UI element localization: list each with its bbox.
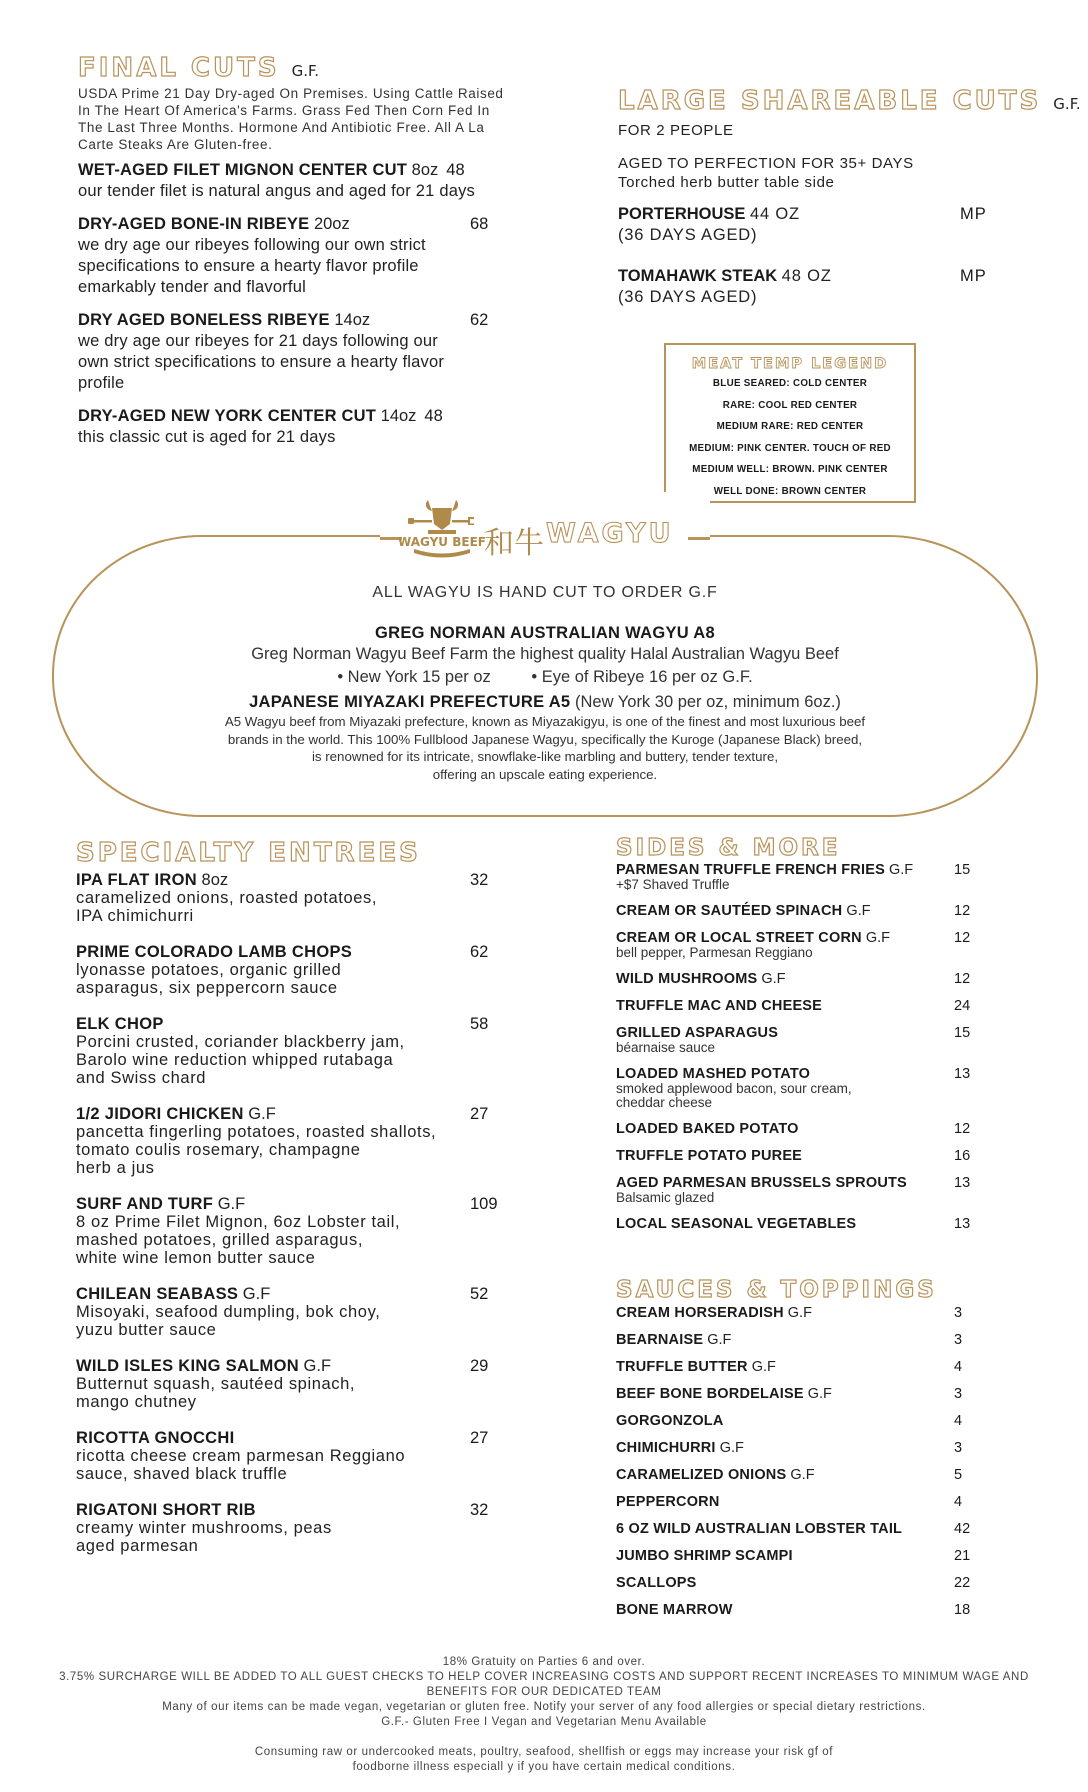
item-description: this classic cut is aged for 21 days bbox=[78, 428, 336, 446]
final-cuts-intro: USDA Prime 21 Day Dry-aged On Premises. Using Cattle Raised In The Heart Of America's Farms. Grass Fed Then Corn Fed In The Last Three Months. Hormone And Antibiotic Free. All A La Carte Steaks Are Gluten-free. bbox=[78, 86, 504, 152]
menu-item bbox=[618, 266, 1038, 308]
item-heading bbox=[76, 1195, 516, 1213]
item-tag: G.F bbox=[751, 1359, 776, 1375]
item-name: PEPPERCORN bbox=[616, 1494, 720, 1510]
menu-item bbox=[76, 871, 516, 925]
footer-notes bbox=[0, 1655, 1088, 1775]
item-heading bbox=[616, 1025, 986, 1041]
item-description: cheddar cheese bbox=[616, 1095, 713, 1110]
item-name: LOADED BAKED POTATO bbox=[616, 1121, 799, 1137]
item-tag: G.F bbox=[248, 1105, 276, 1123]
item-heading bbox=[616, 1121, 986, 1137]
menu-item bbox=[78, 310, 518, 394]
item-name: TRUFFLE POTATO PUREE bbox=[616, 1148, 803, 1164]
item-name: AGED PARMESAN BRUSSELS SPROUTS bbox=[616, 1175, 907, 1191]
item-name: SCALLOPS bbox=[616, 1575, 697, 1591]
menu-item bbox=[76, 1105, 516, 1177]
item-name: GORGONZOLA bbox=[616, 1413, 724, 1429]
item-price: 3 bbox=[954, 1305, 963, 1321]
sauces-section bbox=[616, 1277, 986, 1618]
menu-item bbox=[616, 1548, 986, 1564]
surcharge-note: 3.75% SURCHARGE WILL BE ADDED TO ALL GUEST CHECKS TO HELP COVER INCREASING COSTS AND SUPPORT RECENT INCREASES TO MINIMUM WAGE AND bbox=[59, 1671, 1029, 1683]
item-description: smoked applewood bacon, sour cream, bbox=[616, 1081, 852, 1096]
dietary-note: Many of our items can be made vegan, vegetarian or gluten free. Notify your server of any food allergies or special dietary restrictions. bbox=[162, 1701, 926, 1713]
large-cuts-list bbox=[618, 204, 1038, 308]
menu-item bbox=[618, 204, 1038, 246]
menu-item bbox=[76, 1429, 516, 1483]
miyazaki-title: JAPANESE MIYAZAKI PREFECTURE A5 (New York 30 per oz, minimum 6oz.) bbox=[249, 693, 841, 711]
item-price: 32 bbox=[470, 871, 489, 889]
item-description: yuzu butter sauce bbox=[76, 1321, 217, 1339]
menu-item bbox=[616, 1066, 986, 1110]
item-size: 8oz bbox=[411, 161, 439, 179]
wagyu-kanji: 和牛 bbox=[484, 526, 544, 561]
item-description: and Swiss chard bbox=[76, 1069, 207, 1087]
item-name: BEEF BONE BORDELAISE bbox=[616, 1386, 804, 1402]
menu-item bbox=[616, 1305, 986, 1321]
item-heading bbox=[76, 943, 516, 961]
item-name: 1/2 JIDORI CHICKEN bbox=[76, 1105, 244, 1123]
item-description: IPA chimichurri bbox=[76, 907, 194, 925]
item-price: 16 bbox=[954, 1148, 971, 1164]
item-heading bbox=[618, 204, 1038, 225]
item-description: we dry age our ribeyes for 21 days following our own strict specifications to ensure a hearty flavor profile bbox=[78, 332, 445, 392]
sides-section bbox=[616, 835, 986, 1232]
item-price: 29 bbox=[470, 1357, 489, 1375]
item-tag: 8oz bbox=[201, 871, 229, 889]
greg-norman-title: GREG NORMAN AUSTRALIAN WAGYU A8 bbox=[375, 624, 715, 642]
item-price: 3 bbox=[954, 1386, 963, 1402]
item-price: 4 bbox=[954, 1359, 963, 1375]
item-price: 42 bbox=[954, 1521, 971, 1537]
menu-item bbox=[616, 1332, 986, 1348]
item-description: Misoyaki, seafood dumpling, bok choy, bbox=[76, 1303, 381, 1321]
item-name: DRY-AGED NEW YORK CENTER CUT bbox=[78, 407, 377, 425]
item-price: 3 bbox=[954, 1332, 963, 1348]
item-description: creamy winter mushrooms, peas bbox=[76, 1519, 332, 1537]
menu-item bbox=[616, 998, 986, 1014]
legend-row: MEDIUM WELL: BROWN. PINK CENTER bbox=[692, 464, 888, 475]
item-heading bbox=[76, 871, 516, 889]
item-heading bbox=[78, 214, 518, 235]
item-description: bell pepper, Parmesan Reggiano bbox=[616, 945, 813, 960]
item-heading bbox=[616, 998, 986, 1014]
menu-item bbox=[616, 1440, 986, 1456]
item-description: herb a jus bbox=[76, 1159, 155, 1177]
legend-row: MEDIUM: PINK CENTER. TOUCH OF RED bbox=[689, 442, 891, 454]
item-name: RIGATONI SHORT RIB bbox=[76, 1501, 256, 1519]
item-description: (36 DAYS AGED) bbox=[618, 226, 758, 244]
item-price: 32 bbox=[470, 1501, 489, 1519]
item-tag: G.F bbox=[807, 1386, 832, 1402]
item-description: lyonasse potatoes, organic grilled bbox=[76, 961, 342, 979]
item-tag: G.F bbox=[790, 1467, 815, 1483]
item-description: Butternut squash, sautéed spinach, bbox=[76, 1375, 356, 1393]
item-price: 5 bbox=[954, 1467, 963, 1483]
item-price: 48 bbox=[424, 407, 443, 425]
divider-line bbox=[688, 537, 710, 540]
item-heading bbox=[78, 310, 518, 331]
item-heading bbox=[76, 1501, 516, 1519]
wagyu-section bbox=[90, 583, 1000, 783]
item-name: 6 OZ WILD AUSTRALIAN LOBSTER TAIL bbox=[616, 1521, 903, 1537]
item-price: 52 bbox=[470, 1285, 489, 1303]
legend-row: MEDIUM RARE: RED CENTER bbox=[716, 421, 864, 432]
gf-tag: G.F. bbox=[291, 62, 320, 80]
final-cuts-section bbox=[78, 54, 518, 448]
item-heading bbox=[616, 1148, 986, 1164]
item-name: CREAM HORSERADISH bbox=[616, 1305, 784, 1321]
item-name: CHIMICHURRI bbox=[616, 1440, 716, 1456]
item-size: 14oz bbox=[380, 407, 417, 425]
menu-item bbox=[616, 862, 986, 892]
item-heading bbox=[78, 406, 518, 427]
item-heading bbox=[616, 903, 986, 919]
gf-tag: G.F. bbox=[1053, 95, 1081, 113]
item-tag: G.F bbox=[846, 903, 871, 919]
item-price: 3 bbox=[954, 1440, 963, 1456]
menu-item bbox=[616, 1386, 986, 1402]
large-cuts-title: LARGE SHAREABLE CUTS G.F. bbox=[618, 86, 1081, 116]
health-warning: Consuming raw or undercooked meats, poultry, seafood, shellfish or eggs may increase your risk gf of bbox=[254, 1746, 834, 1758]
item-price: 68 bbox=[470, 215, 489, 233]
gratuity-note: 18% Gratuity on Parties 6 and over. bbox=[442, 1656, 646, 1668]
item-tag: G.F bbox=[217, 1195, 246, 1213]
item-price: 58 bbox=[470, 1015, 489, 1033]
item-price: 109 bbox=[470, 1195, 498, 1213]
item-price: 12 bbox=[954, 971, 971, 987]
menu-item bbox=[616, 1494, 986, 1510]
item-price: MP bbox=[960, 267, 987, 285]
item-tag: G.F bbox=[787, 1305, 812, 1321]
item-heading bbox=[76, 1285, 516, 1303]
sides-list bbox=[616, 862, 986, 1232]
item-heading bbox=[76, 1357, 516, 1375]
item-description: ricotta cheese cream parmesan Reggiano bbox=[76, 1447, 406, 1465]
hand-cut-note: ALL WAGYU IS HAND CUT TO ORDER G.F bbox=[372, 584, 718, 601]
item-price: 12 bbox=[954, 1121, 971, 1137]
menu-item bbox=[616, 1148, 986, 1164]
menu-item bbox=[616, 971, 986, 987]
item-name: PARMESAN TRUFFLE FRENCH FRIES bbox=[616, 862, 885, 878]
sauces-title: SAUCES & TOPPINGS bbox=[616, 1277, 937, 1303]
item-heading bbox=[616, 862, 986, 878]
final-cuts-title: FINAL CUTS G.F. bbox=[78, 53, 320, 83]
item-description: caramelized onions, roasted potatoes, bbox=[76, 889, 378, 907]
menu-item bbox=[616, 1025, 986, 1055]
item-name: PORTERHOUSE bbox=[618, 205, 746, 223]
item-description: mashed potatoes, grilled asparagus, bbox=[76, 1231, 363, 1249]
final-cuts-list bbox=[78, 160, 518, 448]
legend-title: MEAT TEMP LEGEND bbox=[691, 356, 889, 372]
item-name: WILD MUSHROOMS bbox=[616, 971, 758, 987]
item-description: (36 DAYS AGED) bbox=[618, 288, 758, 306]
item-price: 4 bbox=[954, 1494, 963, 1510]
item-name: SURF AND TURF bbox=[76, 1195, 214, 1213]
item-name: GRILLED ASPARAGUS bbox=[616, 1025, 779, 1041]
svg-text:WAGYU BEEF: WAGYU BEEF bbox=[398, 535, 486, 549]
menu-item bbox=[616, 1175, 986, 1205]
item-heading bbox=[616, 1175, 986, 1191]
item-tag: G.F bbox=[865, 930, 890, 946]
menu-item bbox=[616, 1575, 986, 1591]
menu-item bbox=[76, 1015, 516, 1087]
wagyu-title: WAGYU bbox=[546, 518, 674, 549]
item-name: LOCAL SEASONAL VEGETABLES bbox=[616, 1216, 857, 1232]
item-price: 15 bbox=[954, 1025, 971, 1041]
item-name: RICOTTA GNOCCHI bbox=[76, 1429, 235, 1447]
item-size: 44 OZ bbox=[750, 205, 800, 223]
item-name: BEARNAISE bbox=[616, 1332, 704, 1348]
item-size: 14oz bbox=[334, 311, 371, 329]
menu-item bbox=[76, 1285, 516, 1339]
item-name: CREAM OR SAUTÉED SPINACH bbox=[616, 903, 843, 919]
item-heading bbox=[616, 971, 986, 987]
item-name: TRUFFLE BUTTER bbox=[616, 1359, 748, 1375]
item-tag: G.F bbox=[707, 1332, 732, 1348]
large-shareable-cuts-section bbox=[618, 86, 1081, 308]
item-name: CHILEAN SEABASS bbox=[76, 1285, 239, 1303]
surcharge-note-cont: BENEFITS FOR OUR DEDICATED TEAM bbox=[426, 1686, 662, 1698]
sides-title: SIDES & MORE bbox=[616, 835, 841, 861]
item-price: 24 bbox=[954, 998, 971, 1014]
specialty-title: SPECIALTY ENTREES bbox=[76, 838, 421, 868]
greg-norman-desc: Greg Norman Wagyu Beef Farm the highest quality Halal Australian Wagyu Beef bbox=[251, 645, 839, 663]
item-heading bbox=[616, 930, 986, 946]
item-heading bbox=[76, 1015, 516, 1033]
item-price: 18 bbox=[954, 1602, 971, 1618]
item-tag: G.F bbox=[888, 862, 914, 878]
menu-item bbox=[76, 1501, 516, 1555]
item-name: IPA FLAT IRON bbox=[76, 871, 197, 889]
menu-item bbox=[616, 930, 986, 960]
menu-item bbox=[616, 903, 986, 919]
item-name: TRUFFLE MAC AND CHEESE bbox=[616, 998, 823, 1014]
item-heading bbox=[76, 1429, 516, 1447]
menu-item bbox=[76, 1195, 516, 1267]
item-description: 8 oz Prime Filet Mignon, 6oz Lobster tail, bbox=[76, 1213, 401, 1231]
item-description: asparagus, six peppercorn sauce bbox=[76, 979, 338, 997]
item-description: white wine lemon butter sauce bbox=[76, 1249, 316, 1267]
item-description: aged parmesan bbox=[76, 1537, 199, 1555]
wagyu-header bbox=[380, 492, 710, 562]
item-tag: G.F bbox=[761, 971, 786, 987]
legend-row: RARE: COOL RED CENTER bbox=[722, 399, 858, 411]
item-heading bbox=[616, 1216, 986, 1232]
item-price: MP bbox=[960, 205, 987, 223]
menu-item bbox=[76, 943, 516, 997]
item-tag: G.F bbox=[719, 1440, 744, 1456]
item-heading bbox=[76, 1105, 516, 1123]
item-price: 22 bbox=[954, 1575, 971, 1591]
serves-note: FOR 2 PEOPLE bbox=[618, 122, 734, 139]
item-size: 48 OZ bbox=[781, 267, 832, 285]
menu-item bbox=[616, 1467, 986, 1483]
item-description: we dry age our ribeyes following our own strict specifications to ensure a hearty flavor profile emarkably tender and flavorful bbox=[78, 236, 426, 296]
item-name: PRIME COLORADO LAMB CHOPS bbox=[76, 943, 353, 961]
item-name: CREAM OR LOCAL STREET CORN bbox=[616, 930, 862, 946]
item-price: 62 bbox=[470, 311, 489, 329]
item-heading bbox=[78, 160, 518, 181]
item-size: 20oz bbox=[313, 215, 350, 233]
item-description: pancetta fingerling potatoes, roasted shallots, bbox=[76, 1123, 437, 1141]
item-price: 27 bbox=[470, 1429, 489, 1447]
option-new-york: • New York 15 per oz bbox=[337, 668, 491, 686]
item-name: WET-AGED FILET MIGNON CENTER CUT bbox=[78, 161, 408, 179]
item-heading bbox=[616, 1066, 986, 1082]
item-name: BONE MARROW bbox=[616, 1602, 733, 1618]
legend-rows bbox=[666, 373, 914, 502]
aged-note: AGED TO PERFECTION FOR 35+ DAYS bbox=[618, 155, 914, 172]
item-price: 12 bbox=[954, 903, 971, 919]
menu-item bbox=[78, 160, 518, 202]
item-price: 4 bbox=[954, 1413, 963, 1429]
item-description: +$7 Shaved Truffle bbox=[616, 877, 730, 892]
legend-row: WELL DONE: BROWN CENTER bbox=[713, 485, 867, 497]
item-price: 21 bbox=[954, 1548, 971, 1564]
item-name: TOMAHAWK STEAK bbox=[618, 267, 778, 285]
item-description: our tender filet is natural angus and aged for 21 days bbox=[78, 182, 475, 200]
item-description: Balsamic glazed bbox=[616, 1190, 715, 1205]
menu-item bbox=[616, 1359, 986, 1375]
option-eye-of-ribeye: • Eye of Ribeye 16 per oz G.F. bbox=[531, 668, 753, 686]
menu-item bbox=[616, 1521, 986, 1537]
item-tag: G.F bbox=[242, 1285, 271, 1303]
item-price: 13 bbox=[954, 1216, 971, 1232]
specialty-entrees-section bbox=[76, 838, 516, 1555]
item-price: 27 bbox=[470, 1105, 489, 1123]
health-warning-cont: foodborne illness especiall y if you have certain medical conditions. bbox=[352, 1761, 736, 1773]
gf-key: G.F.- Gluten Free I Vegan and Vegetarian Menu Available bbox=[381, 1716, 707, 1728]
sauces-list bbox=[616, 1305, 986, 1618]
menu-item bbox=[76, 1357, 516, 1411]
menu-item bbox=[616, 1216, 986, 1232]
legend-row: BLUE SEARED: COLD CENTER bbox=[712, 378, 868, 389]
menu-item bbox=[78, 214, 518, 298]
item-price: 12 bbox=[954, 930, 971, 946]
item-name: JUMBO SHRIMP SCAMPI bbox=[616, 1548, 793, 1564]
item-price: 13 bbox=[954, 1066, 971, 1082]
item-description: sauce, shaved black truffle bbox=[76, 1465, 288, 1483]
item-price: 48 bbox=[446, 161, 465, 179]
item-name: WILD ISLES KING SALMON bbox=[76, 1357, 299, 1375]
item-name: DRY-AGED BONE-IN RIBEYE bbox=[78, 215, 310, 233]
specialty-list bbox=[76, 871, 516, 1555]
menu-item bbox=[616, 1121, 986, 1137]
item-name: DRY AGED BONELESS RIBEYE bbox=[78, 311, 330, 329]
item-price: 13 bbox=[954, 1175, 971, 1191]
item-tag: G.F bbox=[303, 1357, 332, 1375]
item-price: 62 bbox=[470, 943, 489, 961]
item-price: 15 bbox=[954, 862, 971, 878]
item-description: tomato coulis rosemary, champagne bbox=[76, 1141, 361, 1159]
wagyu-beef-logo-icon bbox=[398, 494, 486, 560]
miyazaki-price-note: (New York 30 per oz, minimum 6oz.) bbox=[574, 693, 841, 711]
item-description: Porcini crusted, coriander blackberry jam, bbox=[76, 1033, 405, 1051]
item-name: LOADED MASHED POTATO bbox=[616, 1066, 811, 1082]
item-name: ELK CHOP bbox=[76, 1015, 164, 1033]
item-description: Barolo wine reduction whipped rutabaga bbox=[76, 1051, 394, 1069]
item-name: CARAMELIZED ONIONS bbox=[616, 1467, 787, 1483]
item-heading bbox=[618, 266, 1038, 287]
greg-norman-options bbox=[90, 665, 1000, 689]
item-description: béarnaise sauce bbox=[616, 1040, 716, 1055]
side-note: Torched herb butter table side bbox=[618, 174, 835, 191]
menu-item bbox=[616, 1413, 986, 1429]
item-description: mango chutney bbox=[76, 1393, 197, 1411]
meat-temp-legend bbox=[664, 343, 916, 503]
miyazaki-desc: A5 Wagyu beef from Miyazaki prefecture, known as Miyazakigyu, is one of the finest and most luxurious beef brands in the world. This 100% Fullblood Japanese Wagyu, specifically the Kuroge (Japanese Black) breed, is renowned for its intricate, snowflake-like marbling and buttery, tender texture, offering an upscale eating experience. bbox=[224, 714, 866, 782]
menu-item bbox=[616, 1602, 986, 1618]
menu-item bbox=[78, 406, 518, 448]
